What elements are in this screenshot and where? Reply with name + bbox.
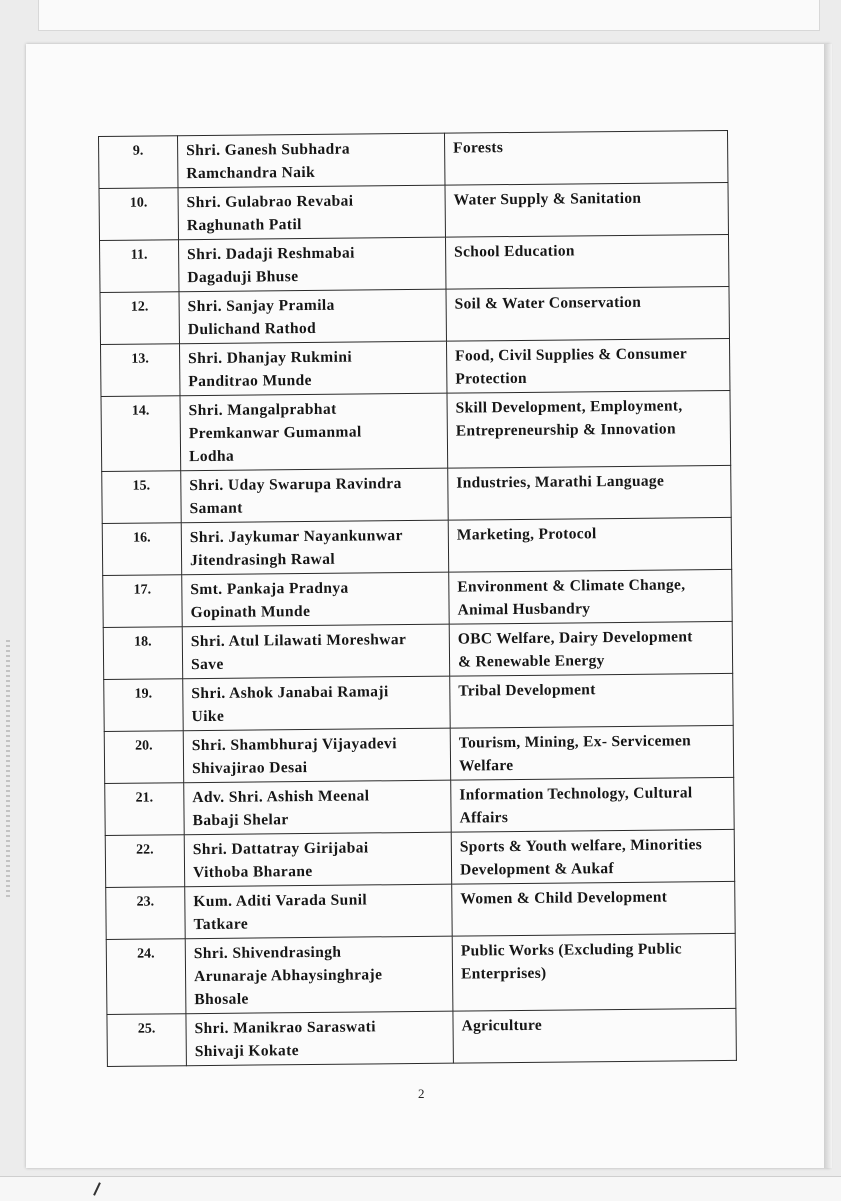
table-row (102, 465, 731, 523)
minister-name (179, 341, 446, 396)
portfolio-line: OBC Welfare, Dairy Development (457, 628, 693, 648)
portfolio (450, 725, 733, 780)
serial-number: 20. (104, 731, 183, 784)
next-page-edge (0, 1176, 841, 1201)
serial-number: 11. (100, 240, 179, 293)
portfolio-line: School Education (454, 242, 575, 261)
minister-name-line: Shri. Manikrao Saraswati (194, 1018, 377, 1038)
portfolio-line: Water Supply & Sanitation (453, 189, 642, 209)
table-row (99, 130, 728, 188)
minister-name-line: Save (190, 655, 224, 674)
serial-number: 13. (101, 344, 180, 397)
table-row (106, 933, 736, 1014)
minister-name-line: Tatkare (193, 915, 249, 934)
portfolio (450, 673, 733, 728)
minister-name-line: Shri. Mangalprabhat (188, 400, 337, 420)
portfolio-line: Tribal Development (458, 681, 596, 700)
minister-name-line: Arunaraje Abhaysinghraje (193, 966, 383, 986)
minister-name (183, 728, 450, 783)
portfolio-line: Industries, Marathi Language (456, 472, 665, 492)
minister-name (184, 832, 451, 887)
portfolio (449, 621, 732, 676)
minister-name-line: Jitendrasingh Rawal (189, 550, 336, 570)
table-row (106, 881, 735, 939)
minister-name-line: Shri. Sanjay Pramila (187, 296, 335, 316)
portfolio (446, 338, 729, 393)
portfolio-line: Affairs (459, 809, 509, 827)
minister-name-line: Shri. Jaykumar Nayankunwar (189, 527, 403, 547)
table-row (100, 286, 729, 344)
table-row (107, 1008, 736, 1066)
minister-name (178, 185, 445, 240)
scan-edge-marks (6, 640, 10, 900)
serial-number: 14. (101, 396, 181, 472)
table-row (104, 725, 733, 783)
serial-number: 19. (104, 679, 183, 732)
minister-name-line: Shri. Dhanjay Rukmini (188, 348, 353, 368)
portfolio (448, 517, 731, 572)
portfolio (449, 569, 732, 624)
portfolio-line: & Renewable Energy (457, 652, 605, 671)
portfolio-line: Public Works (Excluding Public (460, 940, 682, 960)
serial-number: 9. (99, 136, 178, 189)
portfolio-line: Sports & Youth welfare, Minorities (459, 836, 703, 856)
table-row (104, 673, 733, 731)
portfolio-line: Animal Husbandry (457, 600, 591, 619)
minister-name (178, 237, 445, 292)
portfolio-line: Welfare (458, 757, 514, 775)
serial-number: 22. (105, 835, 184, 888)
serial-number: 21. (105, 783, 184, 836)
portfolio-line: Entrepreneurship & Innovation (455, 420, 676, 440)
serial-number: 23. (106, 887, 185, 940)
table-row (100, 234, 729, 292)
minister-name-line: Adv. Shri. Ashish Meenal (192, 787, 370, 807)
minister-name (181, 468, 448, 523)
portfolio-line: Food, Civil Supplies & Consumer (455, 345, 688, 365)
minister-name-line: Shri. Shivendrasingh (193, 943, 342, 963)
table-row (103, 621, 732, 679)
minister-name-line: Shri. Dattatray Girijabai (192, 839, 369, 859)
minister-name-line: Shri. Atul Lilawati Moreshwar (190, 631, 407, 651)
portfolio (451, 777, 734, 832)
portfolio (444, 130, 727, 185)
minister-name-line: Lodha (189, 447, 235, 466)
serial-number: 25. (107, 1014, 186, 1067)
portfolio (447, 390, 731, 468)
table-row (99, 182, 728, 240)
portfolio (448, 465, 731, 520)
minister-name-line: Smt. Pankaja Pradnya (190, 579, 349, 599)
minister-name (184, 780, 451, 835)
minister-name-line: Dulichand Rathod (187, 319, 317, 339)
portfolio-line: Women & Child Development (460, 888, 668, 908)
minister-name-line: Dagaduji Bhuse (187, 268, 299, 287)
minister-name (186, 1011, 453, 1066)
page-number: 2 (418, 1086, 425, 1101)
minister-name-line: Vithoba Bharane (192, 862, 313, 882)
portfolio-allocation-table (98, 130, 737, 1067)
serial-number: 17. (103, 575, 182, 628)
table-row (101, 390, 731, 471)
minister-name (180, 393, 448, 471)
portfolio-line: Protection (455, 369, 528, 388)
table-row (105, 829, 734, 887)
serial-number: 12. (100, 292, 179, 345)
portfolio (451, 829, 734, 884)
serial-number: 16. (102, 523, 181, 576)
portfolio (452, 881, 735, 936)
minister-name-line: Ramchandra Naik (186, 163, 316, 183)
minister-name (179, 289, 446, 344)
minister-name-line: Shivajirao Desai (191, 759, 308, 778)
portfolio-line: Enterprises) (460, 964, 547, 983)
portfolio (452, 933, 736, 1011)
minister-name-line: Kum. Aditi Varada Sunil (193, 891, 368, 911)
minister-name (185, 936, 453, 1014)
previous-page-edge (38, 0, 820, 31)
portfolio-line: Environment & Climate Change, (457, 576, 686, 596)
minister-name-line: Raghunath Patil (186, 216, 302, 235)
portfolio-line: Soil & Water Conservation (454, 293, 642, 313)
minister-name-line: Shivaji Kokate (194, 1042, 300, 1061)
minister-name-line: Bhosale (194, 990, 249, 1009)
table-row (102, 517, 731, 575)
portfolio-line: Information Technology, Cultural (459, 784, 693, 804)
table-row (103, 569, 732, 627)
minister-name-line: Premkanwar Gumanmal (188, 423, 362, 443)
minister-name-line: Panditrao Munde (188, 371, 313, 391)
minister-name-line: Shri. Ganesh Subhadra (186, 140, 351, 160)
serial-number: 24. (106, 939, 186, 1015)
table-row (101, 338, 730, 396)
portfolio-line: Agriculture (461, 1016, 543, 1035)
serial-number: 18. (103, 627, 182, 680)
serial-number: 15. (102, 471, 181, 524)
minister-name-line: Gopinath Munde (190, 602, 311, 622)
portfolio (445, 234, 728, 289)
minister-name-line: Shri. Uday Swarupa Ravindra (189, 475, 402, 495)
minister-name-line: Shri. Gulabrao Revabai (186, 192, 354, 212)
portfolio-line: Development & Aukaf (459, 860, 614, 879)
minister-name-line: Shri. Dadaji Reshmabai (187, 244, 355, 264)
portfolio-line: Tourism, Mining, Ex- Servicemen (458, 732, 692, 752)
table-row (105, 777, 734, 835)
minister-name-line: Shri. Shambhuraj Vijayadevi (191, 735, 397, 755)
minister-name-line: Samant (189, 499, 243, 518)
portfolio-line: Marketing, Protocol (456, 525, 597, 544)
portfolio (445, 182, 728, 237)
minister-name (182, 624, 449, 679)
portfolio-line: Skill Development, Employment, (455, 397, 683, 417)
portfolio-line: Forests (453, 139, 504, 157)
minister-name (181, 520, 448, 575)
minister-name-line: Uike (191, 707, 225, 726)
minister-name (185, 884, 452, 939)
portfolio (446, 286, 729, 341)
table-body (99, 130, 737, 1066)
minister-name (182, 572, 449, 627)
minister-name (183, 676, 450, 731)
page-edge-shadow (824, 44, 832, 1168)
serial-number: 10. (99, 188, 178, 241)
minister-name-line: Shri. Ashok Janabai Ramaji (191, 683, 389, 703)
minister-name (178, 133, 445, 188)
portfolio (453, 1008, 736, 1063)
minister-name-line: Babaji Shelar (192, 811, 289, 830)
